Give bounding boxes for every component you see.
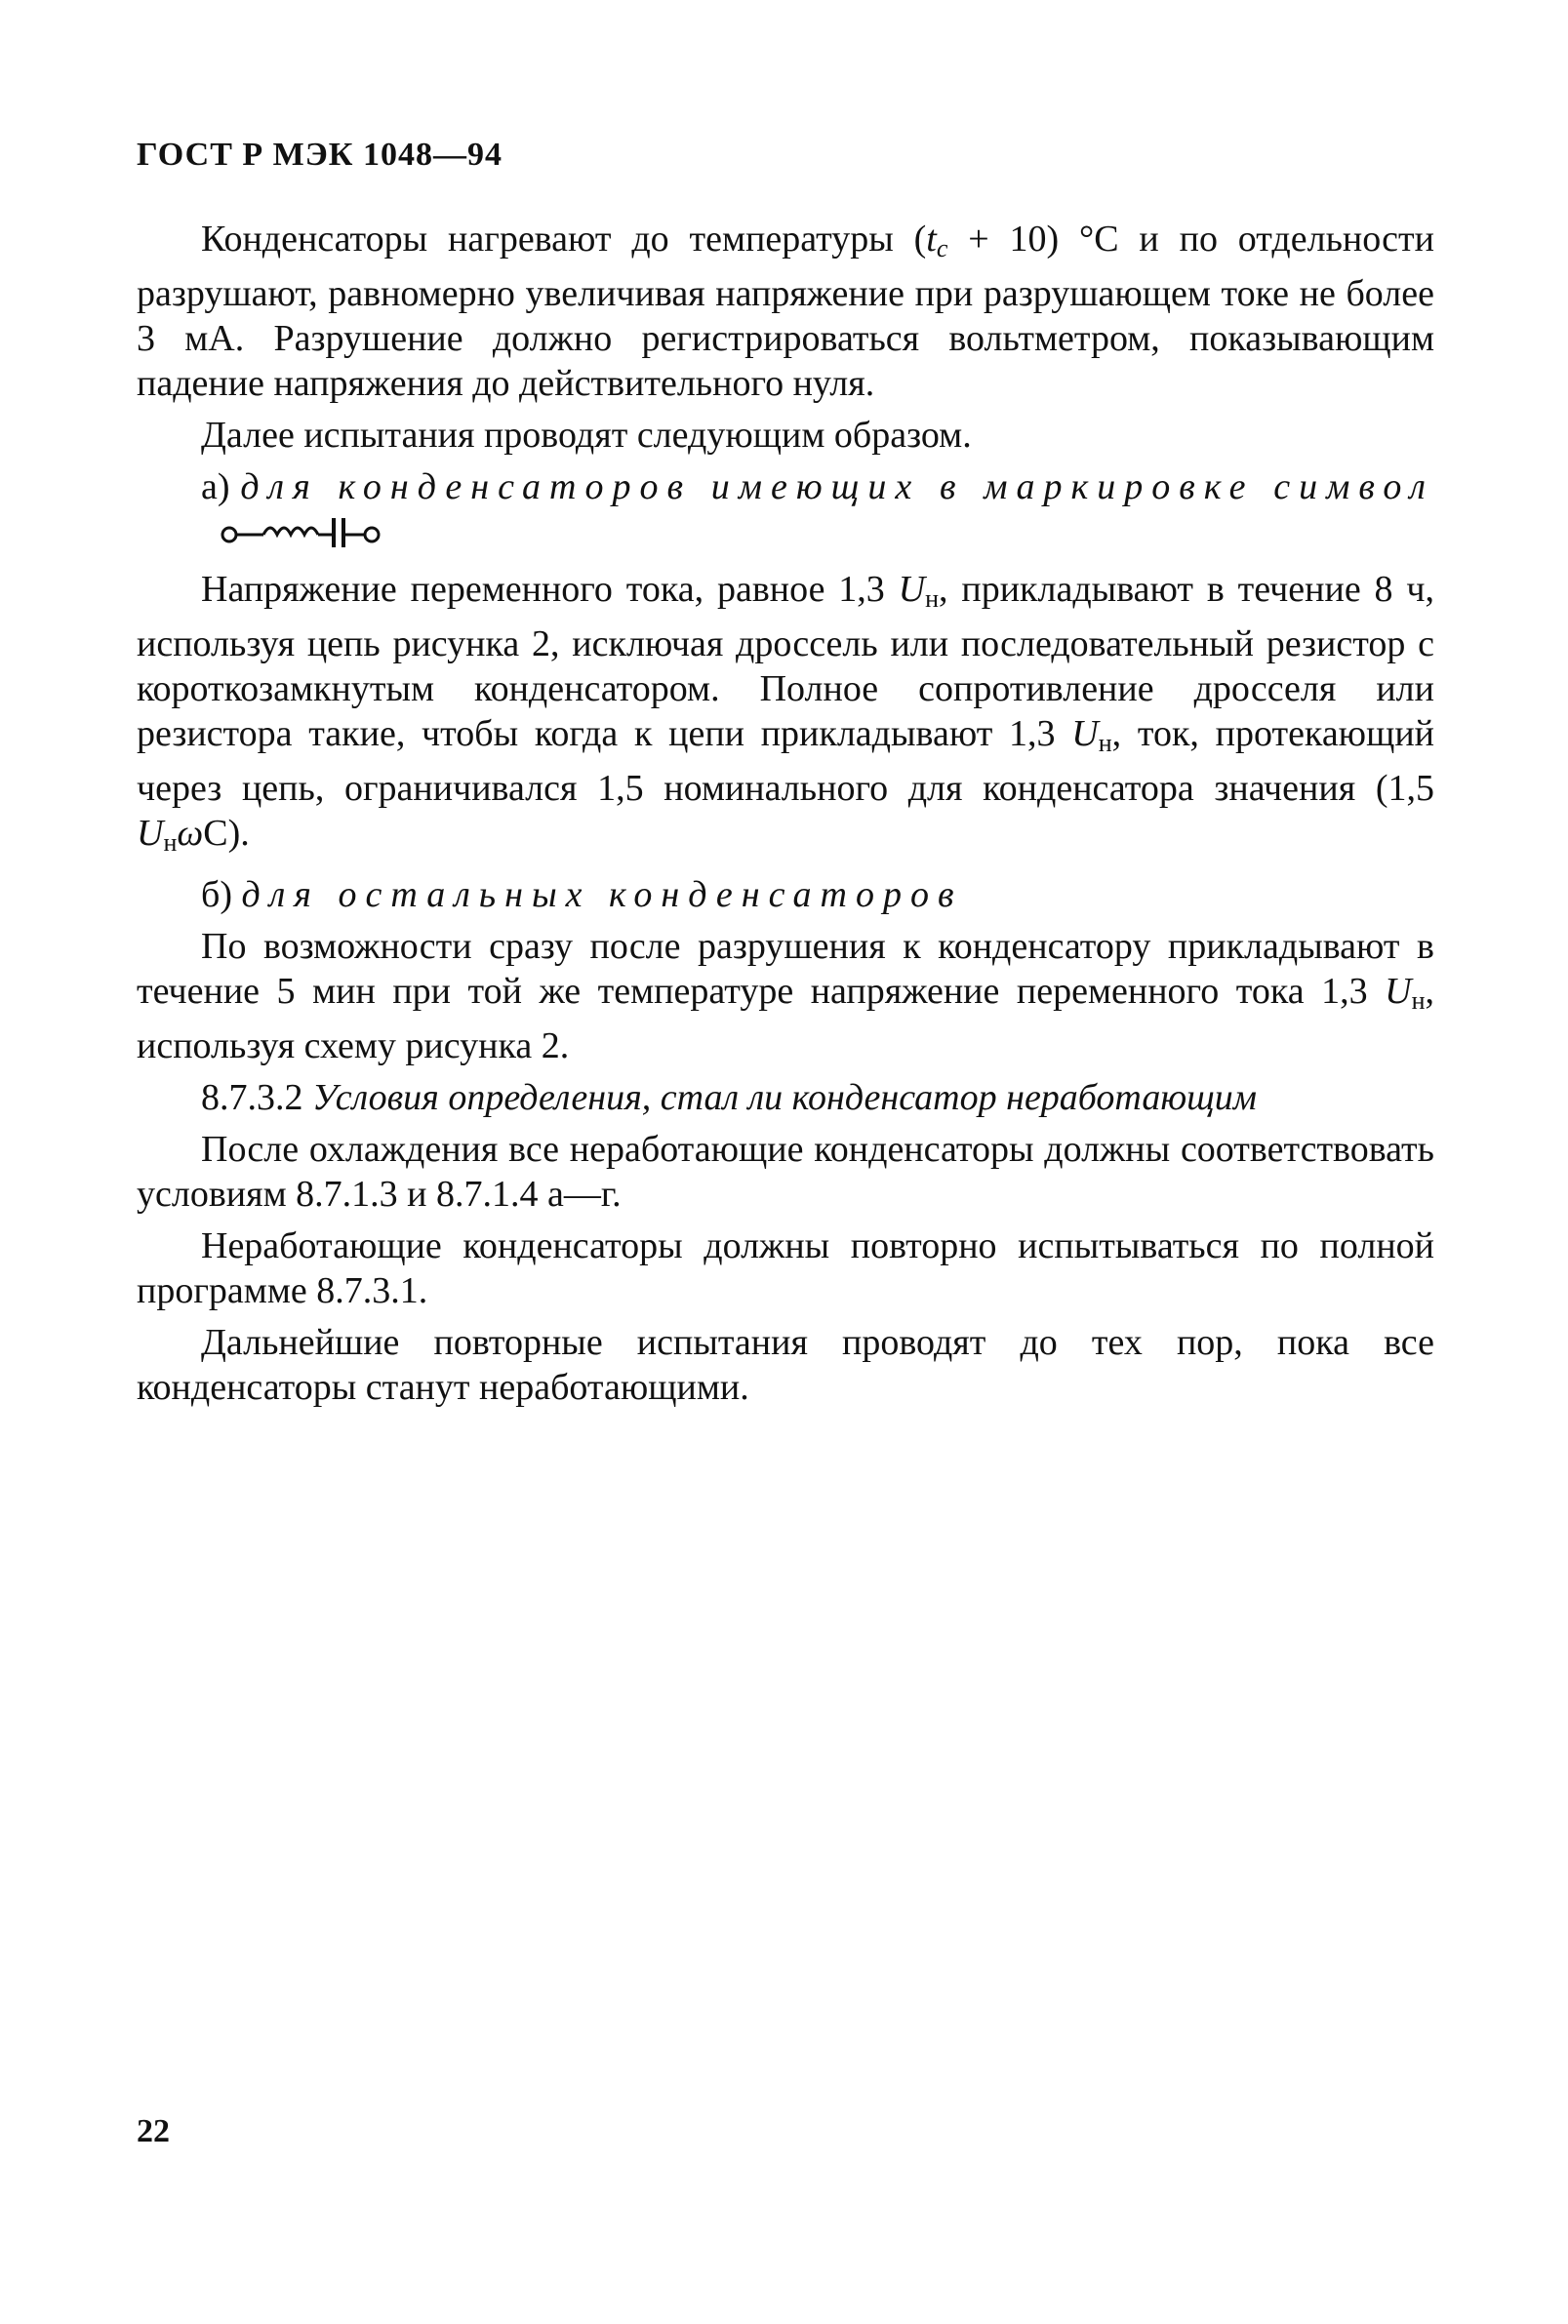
paragraph-further-tests: Далее испытания проводят следующим образом. [201, 415, 972, 456]
paragraph-retest: Неработающие конденсаторы должны повторно испытываться по полной программе 8.7.3.1. [137, 1225, 1434, 1311]
paragraph-text: C). [203, 813, 250, 854]
paragraph-heating [137, 217, 1434, 406]
paragraph-further-retests: Дальнейшие повторные испытания проводят до тех пор, пока все конденсаторы станут неработающими. [137, 1322, 1434, 1408]
paragraph-ac-voltage [137, 567, 1434, 865]
variable-u: U [1071, 713, 1099, 754]
subscript-n: н [1098, 729, 1112, 757]
paragraph-item-b [137, 872, 1434, 917]
section-8-7-3-2 [137, 1075, 1434, 1120]
page-number: 22 [137, 2113, 170, 2149]
variable-u: U [137, 813, 164, 854]
paragraph-after-cooling: После охлаждения все неработающие конденсаторы должны соответствовать условиям 8.7.1.3 и 8.7.1.4 а—г. [137, 1129, 1434, 1215]
paragraph-text: По возможности сразу после разрушения к конденсатору прикладывают в течение 5 мин при той же температуре напряжение переменного тока 1,3 [137, 926, 1434, 1012]
section-title: Условия определения, стал ли конденсатор неработающим [312, 1077, 1258, 1118]
variable-u: U [898, 569, 926, 610]
subscript-n: н [925, 584, 940, 613]
document-header: ГОСТ Р МЭК 1048—94 [137, 137, 503, 173]
paragraph-text: + 10) °С и по отдельности разрушают, равномерно увеличивая напряжение при разрушающем токе не более 3 мА. Разрушение должно регистрироваться вольтметром, показывающим падение напряжения до действительного нуля. [137, 219, 1434, 404]
paragraph-text: Конденсаторы нагревают до температуры ( [201, 219, 927, 260]
item-a-heading: для конденсаторов имеющих в маркировке символ [240, 466, 1434, 507]
paragraph-item-a [137, 464, 1434, 560]
temperature-symbol [926, 219, 947, 260]
item-label-b: б) [201, 874, 242, 915]
inductor-capacitor-series-symbol-icon [156, 514, 394, 560]
section-number: 8.7.3.2 [201, 1077, 312, 1118]
paragraph-text: , прикладывают в течение 8 ч, используя цепь рисунка 2, исключая дроссель или последовательный резистор с короткозамкнутым конденсатором. Полное сопротивление дросселя или резистора такие, чтобы когда к цепи прикладывают 1,3 [137, 569, 1434, 754]
paragraph-after-breakdown [137, 924, 1434, 1068]
item-label-a: а) [201, 466, 241, 507]
subscript-n: н [163, 828, 178, 857]
paragraph-text: , ток, протекающий через цепь, ограничивался 1,5 номинального для конденсатора значения (1,5 [137, 713, 1435, 809]
variable-t: t [926, 219, 937, 260]
item-b-heading: для остальных конденсаторов [241, 874, 963, 915]
paragraph-text: Напряжение переменного тока, равное 1,3 [201, 569, 899, 610]
variable-omega: ω [177, 813, 204, 854]
paragraph-text: , используя схему рисунка 2. [137, 971, 1434, 1066]
document-body [137, 217, 1434, 1417]
subscript-c: c [936, 234, 948, 262]
subscript-n: н [1411, 986, 1426, 1015]
variable-u: U [1385, 971, 1412, 1012]
